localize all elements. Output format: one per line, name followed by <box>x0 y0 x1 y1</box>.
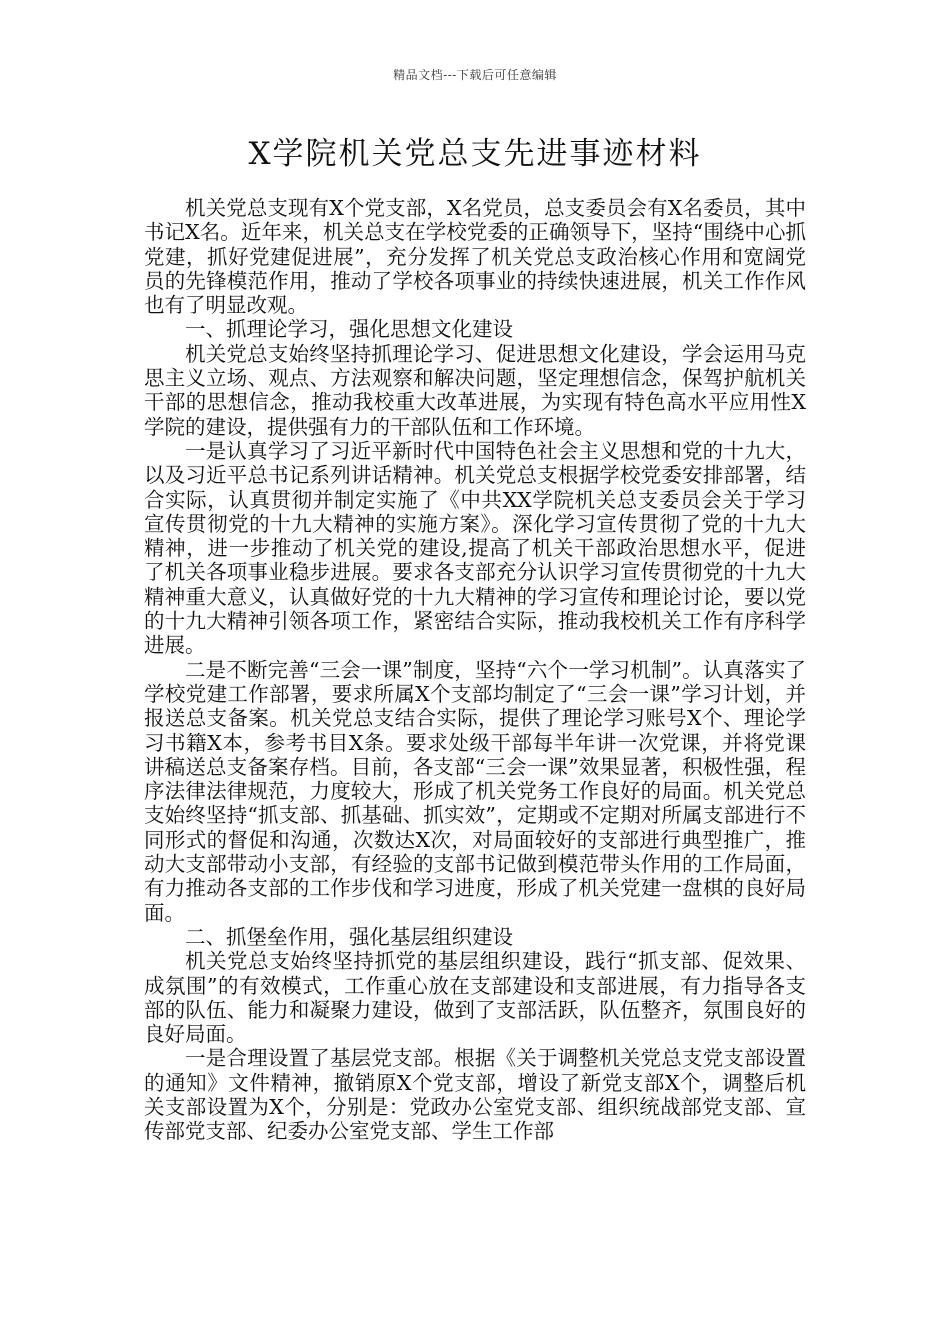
paragraph: 一是合理设置了基层党支部。根据《关于调整机关党总支党支部设置的通知》文件精神，撤销原X个党支部，增设了新党支部X个，调整后机关支部设置为X个，分别是：党政办公室党支部、组织统战部党支部、宣传部党支部、纪委办公室党支部、学生工作部 <box>144 1046 806 1144</box>
paragraph: 机关党总支始终坚持抓理论学习、促进思想文化建设，学会运用马克思主义立场、观点、方法观察和解决问题，坚定理想信念，保驾护航机关干部的思想信念，推动我校重大改革进展，为实现有特色高水平应用性X学院的建设，提供强有力的干部队伍和工作环境。 <box>144 341 806 439</box>
header-note: 精品文档---下载后可任意编辑 <box>393 68 557 82</box>
document-title: X学院机关党总支先进事迹材料 <box>248 136 702 172</box>
paragraph: 二是不断完善“三会一课”制度，坚持“六个一学习机制”。认真落实了学校党建工作部署，要求所属X个支部均制定了“三会一课”学习计划，并报送总支备案。机关党总支结合实际，提供了理论学习账号X个、理论学习书籍X本，参考书目X条。要求处级干部每半年讲一次党课，并将党课讲稿送总支备案存档。目前，各支部“三会一课”效果显著，积极性强，程序法律法律规范，力度较大，形成了机关党务工作良好的局面。机关党总支始终坚持“抓支部、抓基础、抓实效”，定期或不定期对所属支部进行不同形式的督促和沟通，次数达X次，对局面较好的支部进行典型推广，推动大支部带动小支部，有经验的支部书记做到模范带头作用的工作局面，有力推动各支部的工作步伐和学习进度，形成了机关党建一盘棋的良好局面。 <box>144 657 806 925</box>
paragraph: 一是认真学习了习近平新时代中国特色社会主义思想和党的十九大，以及习近平总书记系列讲话精神。机关党总支根据学校党委安排部署，结合实际，认真贯彻并制定实施了《中共XX学院机关总支委员会关于学习宣传贯彻党的十九大精神的实施方案》。深化学习宣传贯彻了党的十九大精神，进一步推动了机关党的建设,提高了机关干部政治思想水平，促进了机关各项事业稳步进展。要求各支部充分认识学习宣传贯彻党的十九大精神重大意义，认真做好党的十九大精神的学习宣传和理论讨论，要以党的十九大精神引领各项工作，紧密结合实际，推动我校机关工作有序科学进展。 <box>144 438 806 658</box>
paragraph: 机关党总支始终坚持抓党的基层组织建设，践行“抓支部、促效果、成氛围”的有效模式，工作重心放在支部建设和支部进展，有力指导各支部的队伍、能力和凝聚力建设，做到了支部活跃，队伍整齐，氛围良好的良好局面。 <box>144 949 806 1047</box>
section-heading-2: 二、抓堡垒作用，强化基层组织建设 <box>185 924 513 949</box>
section-heading-1: 一、抓理论学习，强化思想文化建设 <box>185 317 513 342</box>
paragraph-intro: 机关党总支现有X个党支部，X名党员，总支委员会有X名委员，其中书记X名。近年来，机关总支在学校党委的正确领导下，坚持“围绕中心抓党建，抓好党建促进展”，充分发挥了机关党总支政治核心作用和宽阔党员的先锋模范作用，推动了学校各项事业的持续快速进展，机关工作作风也有了明显改观。 <box>144 196 806 318</box>
document-body <box>144 196 806 1144</box>
